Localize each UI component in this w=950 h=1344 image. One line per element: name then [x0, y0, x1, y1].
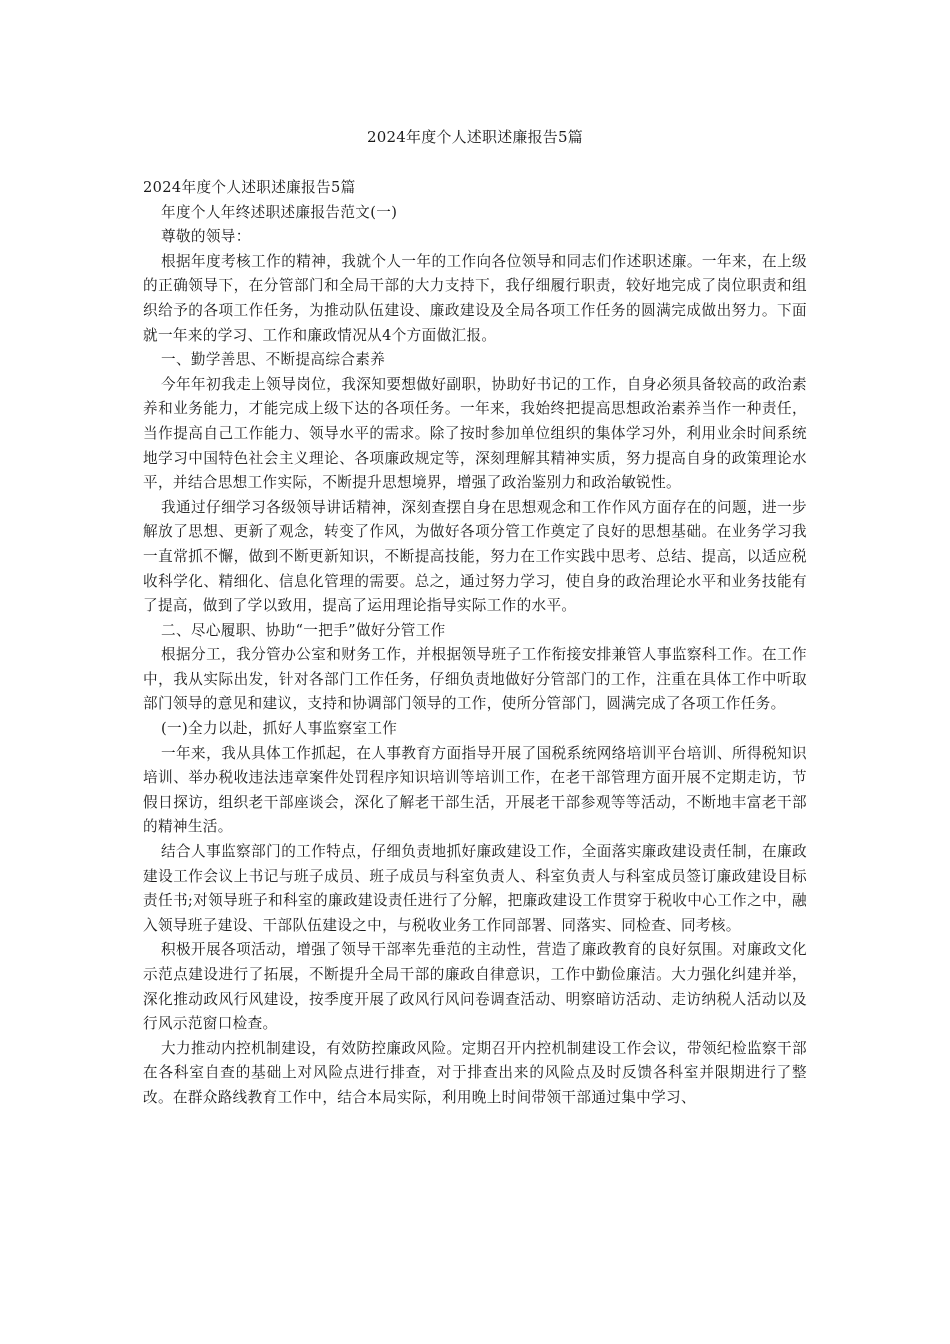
paragraph: 一年来，我从具体工作抓起，在人事教育方面指导开展了国税系统网络培训平台培训、所得税知识培训、举办税收违法违章案件处罚程序知识培训等培训工作，在老干部管理方面开展不定期走访，节假日探访，组织老干部座谈会，深化了解老干部生活，开展老干部参观等等活动，不断地丰富老干部的精神生活。: [143, 744, 807, 836]
paragraph: 年度个人年终述职述廉报告范文(一): [161, 203, 398, 221]
paragraph: 大力推动内控机制建设，有效防控廉政风险。定期召开内控机制建设工作会议，带领纪检监察干部在各科室自查的基础上对风险点进行排查，对于排查出来的风险点及时反馈各科室并限期进行了整改。在群众路线教育工作中，结合本局实际，利用晚上时间带领干部通过集中学习、: [143, 1039, 807, 1106]
paragraph: 二、尽心履职、协助“一把手”做好分管工作: [161, 621, 446, 639]
paragraph: 一、勤学善思、不断提高综合素养: [161, 351, 386, 369]
paragraph: 尊敬的领导：: [161, 228, 251, 246]
document-heading-line: 2024年度个人述职述廉报告5篇: [143, 179, 356, 196]
paragraph: (一)全力以赴，抓好人事监察室工作: [161, 720, 398, 738]
paragraph: 根据分工，我分管办公室和财务工作，并根据领导班子工作衔接安排兼管人事监察科工作。在工作中，我从实际出发，针对各部门工作任务，仔细负责地做好分管部门的工作，注重在具体工作中听取部门领导的意见和建议，支持和协调部门领导的工作，使所分管部门，圆满完成了各项工作任务。: [143, 646, 807, 713]
paragraph: 结合人事监察部门的工作特点，仔细负责地抓好廉政建设工作，全面落实廉政建设责任制，在廉政建设工作会议上书记与班子成员、班子成员与科室负责人、科室负责人与科室成员签订廉政建设目标责任书;对领导班子和科室的廉政建设责任进行了分解，把廉政建设工作贯穿于税收中心工作之中，融入领导班子建设、干部队伍建设之中，与税收业务工作同部署、同落实、同检查、同考核。: [143, 843, 807, 934]
paragraph: 我通过仔细学习各级领导讲话精神，深刻查摆自身在思想观念和工作作风方面存在的问题，进一步解放了思想、更新了观念，转变了作风，为做好各项分管工作奠定了良好的思想基础。在业务学习我一直常抓不懈，做到不断更新知识，不断提高技能，努力在工作实践中思考、总结、提高，以适应税收科学化、精细化、信息化管理的需要。总之，通过努力学习，使自身的政治理论水平和业务技能有了提高，做到了学以致用，提高了运用理论指导实际工作的水平。: [143, 498, 807, 615]
paragraph: 积极开展各项活动，增强了领导干部率先垂范的主动性，营造了廉政教育的良好氛围。对廉政文化示范点建设进行了拓展，不断提升全局干部的廉政自律意识，工作中勤俭廉洁。大力强化纠建并举，深化推动政风行风建设，按季度开展了政风行风问卷调查活动、明察暗访活动、走访纳税人活动以及行风示范窗口检查。: [143, 941, 807, 1033]
paragraph: 根据年度考核工作的精神，我就个人一年的工作向各位领导和同志们作述职述廉。一年来，在上级的正确领导下，在分管部门和全局干部的大力支持下，我仔细履行职责，较好地完成了岗位职责和组织给予的各项工作任务，为推动队伍建设、廉政建设及全局各项工作任务的圆满完成做出努力。下面就一年来的学习、工作和廉政情况从4个方面做汇报。: [143, 252, 807, 344]
paragraph: 今年年初我走上领导岗位，我深知要想做好副职，协助好书记的工作，自身必须具备较高的政治素养和业务能力，才能完成上级下达的各项任务。一年来，我始终把提高思想政治素养当作一种责任，当作提高自己工作能力、领导水平的需求。除了按时参加单位组织的集体学习外，利用业余时间系统地学习中国特色社会主义理论、各项廉政规定等，深刻理解其精神实质，努力提高自身的政策理论水平，并结合思想工作实际，不断提升思想境界，增强了政治鉴别力和政治敏锐性。: [143, 375, 807, 492]
document-body: [143, 176, 807, 1111]
document-title: 2024年度个人述职述廉报告5篇: [367, 128, 583, 146]
